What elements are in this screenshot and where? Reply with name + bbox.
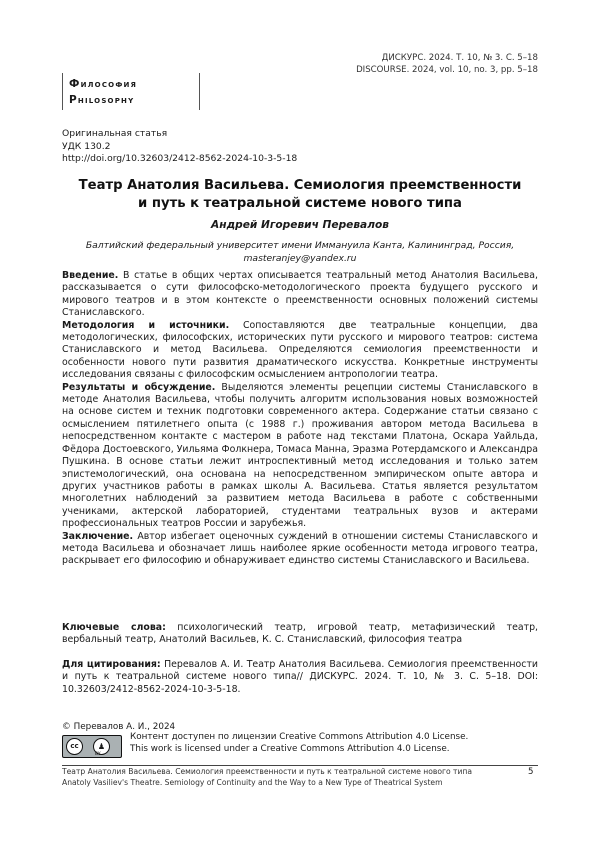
citation-label: Для цитирования: (62, 659, 161, 670)
author-name: Андрей Игоревич Перевалов (211, 219, 389, 231)
udk: УДК 130.2 (62, 140, 111, 152)
footer-en: Anatoly Vasiliev's Theatre. Semiology of Continuity and the Way to a New Type of Theatrical System (62, 777, 443, 787)
conclusion-text: Автор избегает оценочных суждений в отношении системы Станиславского и метода Васильева и обозначает лишь наиболее яркие особенности метода игрового театра, раскрывает его философию и обнаруживает единство системы Станиславского и Васильева. (62, 530, 538, 567)
cc-by-badge[interactable] (62, 735, 122, 758)
section-ru: Философия (69, 78, 138, 90)
affiliation-text: Балтийский федеральный университет имени Иммануила Канта, Калининград, Россия, (85, 240, 515, 251)
results-text: Выделяются элементы рецепции системы Станиславского в методе Анатолия Васильева, чтобы получить алгоритм использования новых возможностей на основе систем и техник подготовки современного актера. Содержание статьи связано с осмыслением пятилетнего опыта (с 1988 г.) проживания автором метода Васильева в непосредственном контакте с мастером в работе над текстами Платона, Оскара Уайльда, Фёдора Достоевского, Уильяма Фолкнера, Томаса Манна, Эразма Ротердамского и Александра Пушкина. В основе статьи лежит интроспективный метод исследования и только затем эпистемологический, она основана на непосредственном эмпирическом опыте автора и других участников работы в рамках школы А. Васильева. Статья является результатом многолетних наблюдений за развитием метода Васильева в работе с собственными учениками, актерской лабораторией, студентами театральных вузов и актерами профессиональных театров России и зарубежья. (62, 381, 539, 530)
doi-link[interactable]: http://doi.org/10.32603/2412-8562-2024-10-3-5-18 (62, 153, 298, 164)
title-line-1: Театр Анатолия Васильева. Семиология преемственности (78, 178, 522, 193)
abstract-results (62, 382, 538, 531)
by-label: BY (95, 752, 101, 757)
section-label (62, 73, 200, 110)
citation-text: Перевалов А. И. Театр Анатолия Васильева. Семиология преемственности и путь к театральной системе нового типа// ДИСКУРС. 2024. Т. 10, № 3. С. 5–18. DOI: 10.32603/2412-8562-2024-10-3-5-18. (62, 659, 538, 695)
article-title (62, 177, 538, 213)
conclusion-label: Заключение. (62, 530, 134, 542)
journal-ref-ru: ДИСКУРС. 2024. Т. 10, № 3. С. 5–18 (381, 53, 538, 63)
author-affiliation (62, 239, 538, 265)
author-email[interactable]: masteranjey@yandex.ru (243, 253, 357, 264)
footer-divider (62, 765, 538, 766)
license-en: This work is licensed under a Creative Commons Attribution 4.0 License. (130, 744, 450, 754)
methods-text: Сопоставляются две театральные концепции, два методологических, философских, исторических пути русского и мирового театров: система Станиславского и метод Васильева. Определяются семиология преемственности и особенности нового пути развития драматического искусства. Конкретные инструменты исследования связаны с философским осмыслением антропологии театра. (62, 319, 538, 381)
methods-label: Методология и источники. (62, 319, 230, 331)
license-ru: Контент доступен по лицензии Creative Commons Attribution 4.0 License. (130, 732, 469, 742)
journal-ref-en: DISCOURSE. 2024, vol. 10, no. 3, pp. 5–18 (356, 65, 538, 75)
abstract-methods (62, 320, 538, 382)
page-number: 5 (528, 767, 534, 777)
abstract (62, 270, 538, 568)
results-label: Результаты и обсуждение. (62, 381, 216, 393)
citation (62, 659, 538, 696)
keywords (62, 622, 538, 647)
keywords-text: психологический театр, игровой театр, метафизический театр, вербальный театр, Анатолий Васильев, К. С. Станиславский, философия театра (62, 622, 539, 646)
journal-header (356, 52, 538, 76)
copyright: © Перевалов А. И., 2024 (62, 722, 176, 732)
running-footer (62, 767, 472, 788)
abstract-intro (62, 270, 538, 320)
person-icon: ♟ (93, 738, 110, 755)
abstract-conclusion (62, 531, 538, 568)
keywords-label: Ключевые слова: (62, 622, 166, 633)
license-text (130, 731, 468, 755)
footer-ru: Театр Анатолия Васильева. Семиология преемственности и путь к театральной системе нового типа (62, 767, 473, 776)
article-type: Оригинальная статья (62, 128, 168, 139)
section-en: Philosophy (69, 94, 135, 106)
intro-text: В статье в общих чертах описывается театральный метод Анатолия Васильева, рассказывается о сути философско-методологического проекта будущего русского и мирового театров и в этом контексте о преемственности основных положений системы Станиславского. (62, 270, 538, 319)
article-meta (62, 128, 297, 166)
intro-label: Введение. (62, 270, 119, 281)
title-line-2: и путь к театральной системе нового типа (138, 196, 462, 211)
cc-icon: cc (66, 738, 83, 755)
